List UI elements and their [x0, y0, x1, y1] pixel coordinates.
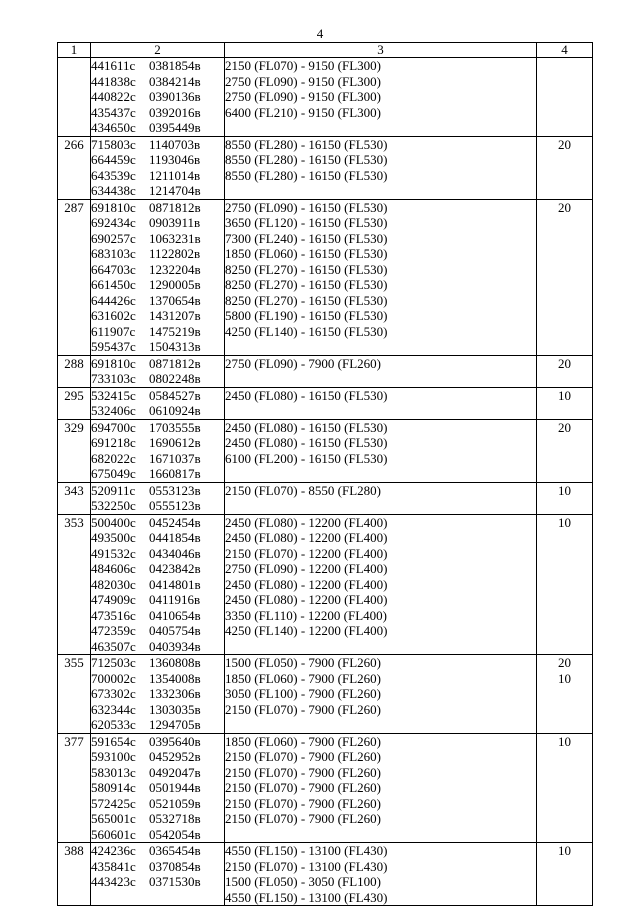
coordinate-line	[91, 765, 224, 781]
coordinate-line	[91, 388, 224, 404]
longitude: 0403934в	[149, 638, 201, 654]
level-range: 8550 (FL280) - 16150 (FL530)	[225, 167, 388, 183]
level-range: 2150 (FL070) - 8550 (FL280)	[225, 482, 381, 498]
latitude: 583013с	[91, 764, 136, 780]
longitude: 0542054в	[149, 826, 201, 842]
latitude: 644426с	[91, 292, 136, 308]
latitude: 664703с	[91, 261, 136, 277]
table-row	[58, 514, 593, 655]
longitude: 1193046в	[149, 152, 201, 167]
longitude: 0532718в	[149, 811, 201, 826]
coordinates-cell	[91, 58, 225, 137]
coordinate-line	[91, 702, 224, 718]
levels-cell	[225, 514, 537, 655]
longitude: 1431207в	[149, 308, 201, 323]
coordinate-line	[91, 811, 224, 827]
longitude: 0390136в	[149, 89, 201, 104]
latitude: 682022с	[91, 450, 136, 466]
latitude: 620533с	[91, 717, 136, 732]
coordinate-line	[91, 105, 224, 121]
longitude: 0871812в	[149, 355, 201, 371]
level-range: 8550 (FL280) - 16150 (FL530)	[225, 152, 388, 167]
row-number: 388	[58, 843, 91, 906]
coordinates-cell	[91, 199, 225, 355]
latitude: 472359с	[91, 623, 136, 638]
coordinate-line	[91, 780, 224, 796]
row-number: 266	[58, 136, 91, 199]
value-cell	[537, 199, 593, 355]
coordinates-cell	[91, 655, 225, 734]
row-number: 377	[58, 733, 91, 843]
levels-cell	[225, 655, 537, 734]
latitude: 691218с	[91, 435, 136, 450]
level-range: 2150 (FL070) - 7900 (FL260)	[225, 749, 381, 764]
value: 20	[558, 199, 571, 215]
row-number: 288	[58, 355, 91, 387]
longitude: 1294705в	[149, 717, 201, 732]
longitude: 0423842в	[149, 561, 201, 576]
longitude: 0392016в	[149, 104, 201, 120]
latitude: 712503с	[91, 655, 136, 670]
coordinate-line	[91, 120, 224, 136]
latitude: 474909с	[91, 592, 136, 607]
latitude: 500400с	[91, 514, 136, 530]
levels-cell	[225, 199, 537, 355]
levels-cell	[225, 733, 537, 843]
latitude: 643539с	[91, 167, 136, 183]
longitude: 1290005в	[149, 277, 201, 292]
coordinate-line	[91, 530, 224, 546]
coordinate-line	[91, 231, 224, 247]
column-header-4: 4	[537, 43, 593, 58]
coordinates-cell	[91, 355, 225, 387]
value: 10	[558, 482, 571, 498]
table-row	[58, 136, 593, 199]
level-range: 2450 (FL080) - 16150 (FL530)	[225, 419, 388, 435]
value: 10	[558, 514, 571, 530]
coordinate-line	[91, 137, 224, 153]
coordinates-cell	[91, 419, 225, 482]
latitude: 440822с	[91, 89, 136, 104]
column-header-3: 3	[225, 43, 537, 58]
coordinate-line	[91, 546, 224, 562]
table-body	[58, 58, 593, 906]
coordinate-line	[91, 246, 224, 262]
level-range: 1500 (FL050) - 7900 (FL260)	[225, 655, 381, 670]
level-range: 2150 (FL070) - 12200 (FL400)	[225, 545, 388, 561]
levels-cell	[225, 58, 537, 137]
level-range: 2750 (FL090) - 16150 (FL530)	[225, 199, 388, 215]
longitude: 1303035в	[149, 701, 201, 717]
level-range: 2450 (FL080) - 16150 (FL530)	[225, 387, 388, 403]
longitude: 0871812в	[149, 199, 201, 215]
row-number: 353	[58, 514, 91, 655]
level-range: 1850 (FL060) - 7900 (FL260)	[225, 733, 381, 749]
level-range: 2450 (FL080) - 12200 (FL400)	[225, 530, 388, 545]
latitude: 692434с	[91, 215, 136, 230]
value: 20	[558, 136, 571, 152]
coordinate-line	[91, 843, 224, 859]
value: 20	[558, 655, 571, 670]
coordinate-line	[91, 215, 224, 231]
latitude: 434650с	[91, 120, 136, 135]
longitude: 1703555в	[149, 419, 201, 435]
longitude: 0553123в	[149, 482, 201, 498]
level-range: 5800 (FL190) - 16150 (FL530)	[225, 308, 388, 323]
row-number	[58, 58, 91, 137]
longitude: 1660817в	[149, 466, 201, 481]
longitude: 0371530в	[149, 874, 201, 889]
latitude: 463507с	[91, 638, 136, 654]
longitude: 0414801в	[149, 576, 201, 592]
level-range: 1500 (FL050) - 3050 (FL100)	[225, 874, 381, 889]
level-range: 2150 (FL070) - 7900 (FL260)	[225, 701, 381, 717]
longitude: 1360808в	[149, 655, 201, 670]
latitude: 631602с	[91, 308, 136, 323]
row-number: 295	[58, 387, 91, 419]
latitude: 661450с	[91, 277, 136, 292]
coordinates-cell	[91, 514, 225, 655]
coordinate-line	[91, 89, 224, 105]
level-range: 2150 (FL070) - 13100 (FL430)	[225, 858, 388, 874]
longitude: 1211014в	[149, 167, 201, 183]
longitude: 1214704в	[149, 183, 201, 198]
row-number: 329	[58, 419, 91, 482]
latitude: 532415с	[91, 387, 136, 403]
longitude: 1671037в	[149, 450, 201, 466]
coordinate-line	[91, 686, 224, 702]
coordinates-cell	[91, 482, 225, 514]
table-row	[58, 419, 593, 482]
coordinate-line	[91, 152, 224, 168]
latitude: 493500с	[91, 530, 136, 545]
latitude: 424236с	[91, 843, 136, 858]
level-range: 2750 (FL090) - 12200 (FL400)	[225, 561, 388, 576]
longitude: 0365454в	[149, 843, 201, 858]
coordinate-line	[91, 498, 224, 514]
latitude: 591654с	[91, 733, 136, 749]
coordinate-line	[91, 200, 224, 216]
latitude: 572425с	[91, 795, 136, 811]
coordinate-line	[91, 356, 224, 372]
column-header-2: 2	[91, 43, 225, 58]
latitude: 560601с	[91, 826, 136, 842]
levels-cell	[225, 482, 537, 514]
value-cell	[537, 843, 593, 906]
coordinate-line	[91, 371, 224, 387]
longitude: 0452952в	[149, 749, 201, 764]
coordinate-line	[91, 420, 224, 436]
level-range: 2150 (FL070) - 7900 (FL260)	[225, 764, 381, 780]
coordinate-line	[91, 717, 224, 733]
latitude: 435841с	[91, 858, 136, 874]
level-range: 8250 (FL270) - 16150 (FL530)	[225, 261, 388, 277]
level-range: 2750 (FL090) - 7900 (FL260)	[225, 355, 381, 371]
coordinate-line	[91, 655, 224, 671]
latitude: 691810с	[91, 199, 136, 215]
latitude: 484606с	[91, 561, 136, 576]
longitude: 1063231в	[149, 230, 201, 246]
coordinate-line	[91, 859, 224, 875]
latitude: 733103с	[91, 371, 136, 386]
level-range: 2450 (FL080) - 12200 (FL400)	[225, 514, 388, 530]
latitude: 675049с	[91, 466, 136, 481]
latitude: 565001с	[91, 811, 136, 826]
longitude: 0395449в	[149, 120, 201, 135]
level-range: 4250 (FL140) - 16150 (FL530)	[225, 323, 388, 339]
coordinate-line	[91, 796, 224, 812]
levels-cell	[225, 419, 537, 482]
latitude: 532406с	[91, 403, 136, 418]
latitude: 595437с	[91, 339, 136, 354]
value-cell	[537, 655, 593, 734]
level-range: 8250 (FL270) - 16150 (FL530)	[225, 292, 388, 308]
value-cell	[537, 136, 593, 199]
coordinate-line	[91, 749, 224, 765]
coordinate-line	[91, 403, 224, 419]
coordinates-cell	[91, 136, 225, 199]
longitude: 0370854в	[149, 858, 201, 874]
level-range: 2750 (FL090) - 9150 (FL300)	[225, 73, 381, 89]
value-cell	[537, 355, 593, 387]
longitude: 1690612в	[149, 435, 201, 450]
coordinates-cell	[91, 387, 225, 419]
level-range: 3650 (FL120) - 16150 (FL530)	[225, 215, 388, 230]
coordinate-line	[91, 277, 224, 293]
level-range: 4550 (FL150) - 13100 (FL430)	[225, 843, 388, 858]
value-cell	[537, 419, 593, 482]
latitude: 473516с	[91, 607, 136, 623]
coordinate-line	[91, 308, 224, 324]
longitude: 0492047в	[149, 764, 201, 780]
row-number: 343	[58, 482, 91, 514]
value: 10	[558, 387, 571, 403]
latitude: 532250с	[91, 498, 136, 513]
table-row	[58, 387, 593, 419]
longitude: 1332306в	[149, 686, 201, 701]
coordinate-line	[91, 168, 224, 184]
header-row	[58, 43, 593, 58]
row-number: 287	[58, 199, 91, 355]
level-range: 3350 (FL110) - 12200 (FL400)	[225, 607, 388, 623]
level-range: 2150 (FL070) - 7900 (FL260)	[225, 811, 381, 826]
level-range: 4250 (FL140) - 12200 (FL400)	[225, 623, 388, 638]
longitude: 0410654в	[149, 607, 201, 623]
coordinate-line	[91, 592, 224, 608]
value: 20	[558, 419, 571, 435]
coordinate-line	[91, 577, 224, 593]
coordinate-line	[91, 671, 224, 687]
table-row	[58, 843, 593, 906]
latitude: 632344с	[91, 701, 136, 717]
level-range: 2450 (FL080) - 12200 (FL400)	[225, 592, 388, 607]
latitude: 690257с	[91, 230, 136, 246]
latitude: 673302с	[91, 686, 136, 701]
longitude: 1504313в	[149, 339, 201, 354]
coordinate-line	[91, 874, 224, 890]
longitude: 0452454в	[149, 514, 201, 530]
value-cell	[537, 733, 593, 843]
value: 10	[558, 843, 571, 858]
table-row	[58, 733, 593, 843]
longitude: 1354008в	[149, 670, 201, 686]
latitude: 593100с	[91, 749, 136, 764]
longitude: 0381854в	[149, 58, 201, 73]
longitude: 1140703в	[149, 136, 201, 152]
latitude: 700002с	[91, 670, 136, 686]
level-range: 6400 (FL210) - 9150 (FL300)	[225, 104, 381, 120]
latitude: 520911с	[91, 482, 136, 498]
latitude: 694700с	[91, 419, 136, 435]
coordinate-line	[91, 639, 224, 655]
coordinate-line	[91, 58, 224, 74]
latitude: 715803с	[91, 136, 136, 152]
latitude: 664459с	[91, 152, 136, 167]
table-row	[58, 355, 593, 387]
value-cell	[537, 482, 593, 514]
coordinate-line	[91, 293, 224, 309]
coordinate-line	[91, 435, 224, 451]
value: 10	[558, 670, 571, 686]
page-number: 4	[316, 26, 324, 41]
level-range: 8550 (FL280) - 16150 (FL530)	[225, 136, 388, 152]
coordinate-line	[91, 339, 224, 355]
latitude: 683103с	[91, 246, 136, 261]
level-range: 6100 (FL200) - 16150 (FL530)	[225, 450, 388, 466]
longitude: 0395640в	[149, 733, 201, 749]
level-range: 1850 (FL060) - 16150 (FL530)	[225, 246, 388, 261]
coordinates-cell	[91, 843, 225, 906]
longitude: 0584527в	[149, 387, 201, 403]
latitude: 435437с	[91, 104, 136, 120]
latitude: 443423с	[91, 874, 136, 889]
longitude: 0555123в	[149, 498, 201, 513]
latitude: 611907с	[91, 323, 136, 339]
latitude: 482030с	[91, 576, 136, 592]
coordinate-line	[91, 74, 224, 90]
table-row	[58, 482, 593, 514]
coordinate-line	[91, 451, 224, 467]
latitude: 634438с	[91, 183, 136, 198]
coordinate-line	[91, 483, 224, 499]
table-row	[58, 199, 593, 355]
longitude: 1232204в	[149, 261, 201, 277]
level-range: 4550 (FL150) - 13100 (FL430)	[225, 889, 388, 905]
longitude: 0501944в	[149, 780, 201, 795]
coordinate-line	[91, 324, 224, 340]
longitude: 0610924в	[149, 403, 201, 418]
level-range: 1850 (FL060) - 7900 (FL260)	[225, 670, 381, 686]
coordinate-line	[91, 827, 224, 843]
levels-cell	[225, 136, 537, 199]
latitude: 441838с	[91, 73, 136, 89]
levels-cell	[225, 387, 537, 419]
longitude: 0434046в	[149, 545, 201, 561]
longitude: 0405754в	[149, 623, 201, 638]
data-table	[57, 42, 593, 906]
value-cell	[537, 387, 593, 419]
longitude: 0411916в	[149, 592, 201, 607]
value-cell	[537, 514, 593, 655]
coordinate-line	[91, 183, 224, 199]
longitude: 0521059в	[149, 795, 201, 811]
latitude: 580914с	[91, 780, 136, 795]
levels-cell	[225, 355, 537, 387]
coordinates-cell	[91, 733, 225, 843]
longitude: 0903911в	[149, 215, 201, 230]
latitude: 441611с	[91, 58, 136, 73]
longitude: 1122802в	[149, 246, 201, 261]
level-range: 7300 (FL240) - 16150 (FL530)	[225, 230, 388, 246]
value: 20	[558, 355, 571, 371]
coordinate-line	[91, 515, 224, 531]
value: 10	[558, 733, 571, 749]
level-range: 2450 (FL080) - 16150 (FL530)	[225, 435, 388, 450]
level-range: 8250 (FL270) - 16150 (FL530)	[225, 277, 388, 292]
row-number: 355	[58, 655, 91, 734]
level-range: 2450 (FL080) - 12200 (FL400)	[225, 576, 388, 592]
latitude: 491532с	[91, 545, 136, 561]
longitude: 0802248в	[149, 371, 201, 386]
table-row	[58, 655, 593, 734]
longitude: 1475219в	[149, 323, 201, 339]
coordinate-line	[91, 608, 224, 624]
levels-cell	[225, 843, 537, 906]
value-cell	[537, 58, 593, 137]
coordinate-line	[91, 262, 224, 278]
column-header-1: 1	[58, 43, 91, 58]
level-range: 2150 (FL070) - 7900 (FL260)	[225, 780, 381, 795]
table-row	[58, 58, 593, 137]
level-range: 2750 (FL090) - 9150 (FL300)	[225, 89, 381, 104]
coordinate-line	[91, 734, 224, 750]
level-range: 2150 (FL070) - 7900 (FL260)	[225, 795, 381, 811]
level-range: 3050 (FL100) - 7900 (FL260)	[225, 686, 381, 701]
coordinate-line	[91, 466, 224, 482]
longitude: 1370654в	[149, 292, 201, 308]
coordinate-line	[91, 561, 224, 577]
longitude: 0441854в	[149, 530, 201, 545]
level-range: 2150 (FL070) - 9150 (FL300)	[225, 58, 381, 73]
latitude: 691810с	[91, 355, 136, 371]
coordinate-line	[91, 623, 224, 639]
longitude: 0384214в	[149, 73, 201, 89]
